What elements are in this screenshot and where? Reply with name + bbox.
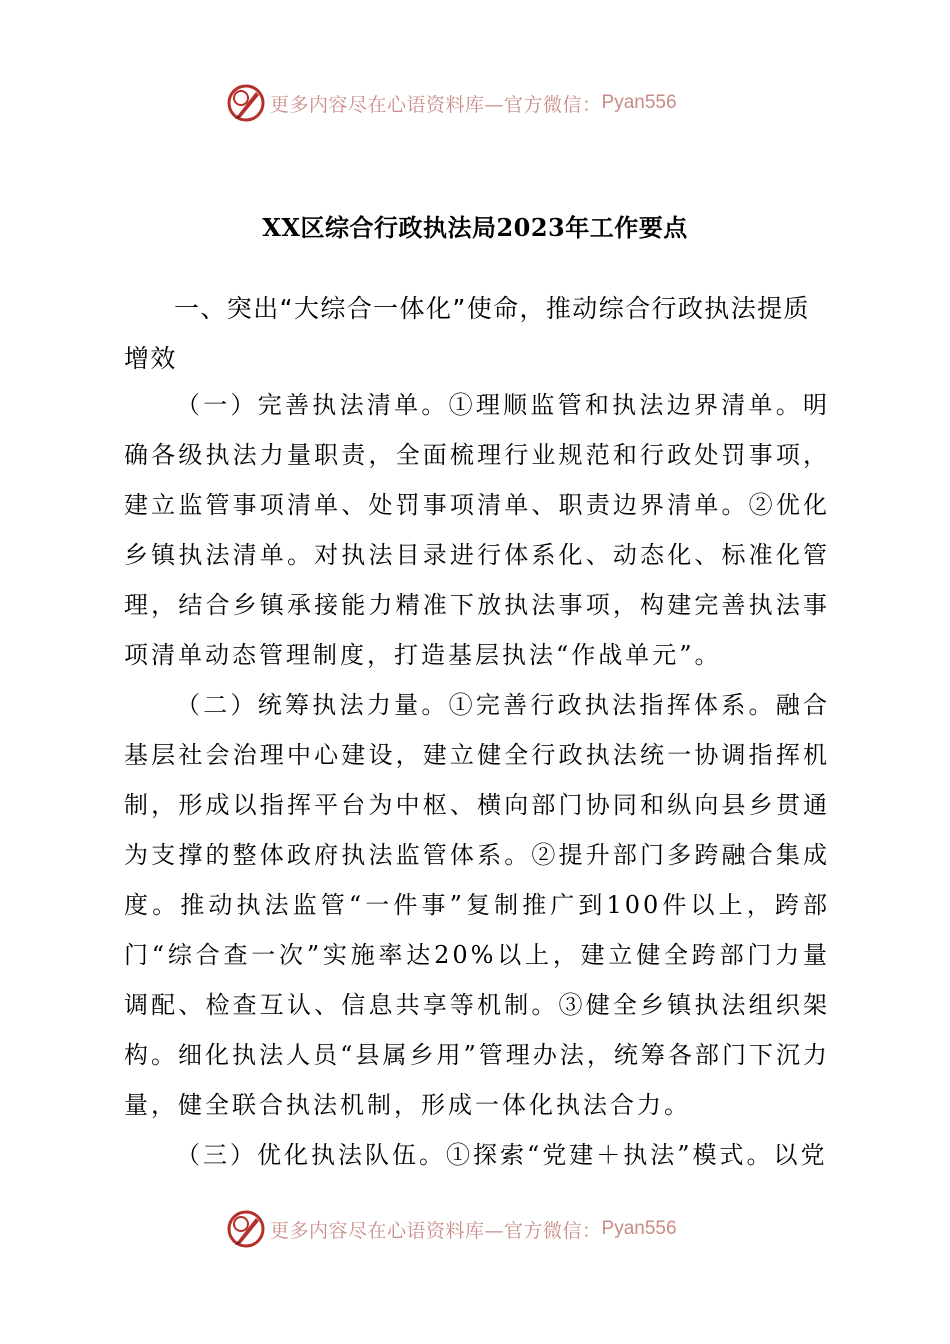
paragraph: （二）统筹执法力量。①完善行政执法指挥体系。融合基层社会治理中心建设，建立健全行政执法统一协调指挥机制，形成以指挥平台为中枢、横向部门协同和纵向县乡贯通为支撑的整体政府执法监管体系。②提升部门多跨融合集成度。推动执法监管“一件事”复制推广到100件以上，跨部门“综合查一次”实施率达20%以上，建立健全跨部门力量调配、检查互认、信息共享等机制。③健全乡镇执法组织架构。细化执法人员“县属乡用”管理办法，统筹各部门下沉力量，健全联合执法机制，形成一体化执法合力。 <box>124 691 830 1119</box>
watermark-text: 更多内容尽在心语资料库—官方微信： <box>270 93 602 116</box>
pen-logo-icon <box>226 83 266 123</box>
section-heading: 一、突出“大综合一体化”使命，推动综合行政执法提质增效 <box>124 294 810 373</box>
watermark-header <box>226 80 677 126</box>
watermark-footer <box>226 1206 677 1252</box>
watermark-text: 更多内容尽在心语资料库—官方微信： <box>270 1219 602 1242</box>
watermark-wechat-id: Pyan556 <box>601 1218 677 1239</box>
paragraph: （三）优化执法队伍。①探索“党建＋执法”模式。以党 <box>176 1141 828 1169</box>
pen-logo-icon <box>226 1209 266 1249</box>
paragraph: （一）完善执法清单。①理顺监管和执法边界清单。明确各级执法力量职责，全面梳理行业规范和行政处罚事项，建立监管事项清单、处罚事项清单、职责边界清单。②优化乡镇执法清单。对执法目录进行体系化、动态化、标准化管理，结合乡镇承接能力精准下放执法事项，构建完善执法事项清单动态管理制度，打造基层执法“作战单元”。 <box>124 391 830 669</box>
document-title: XX区综合行政执法局2023年工作要点 <box>262 213 688 242</box>
watermark-wechat-id: Pyan556 <box>601 92 677 113</box>
document-body <box>124 380 830 1180</box>
